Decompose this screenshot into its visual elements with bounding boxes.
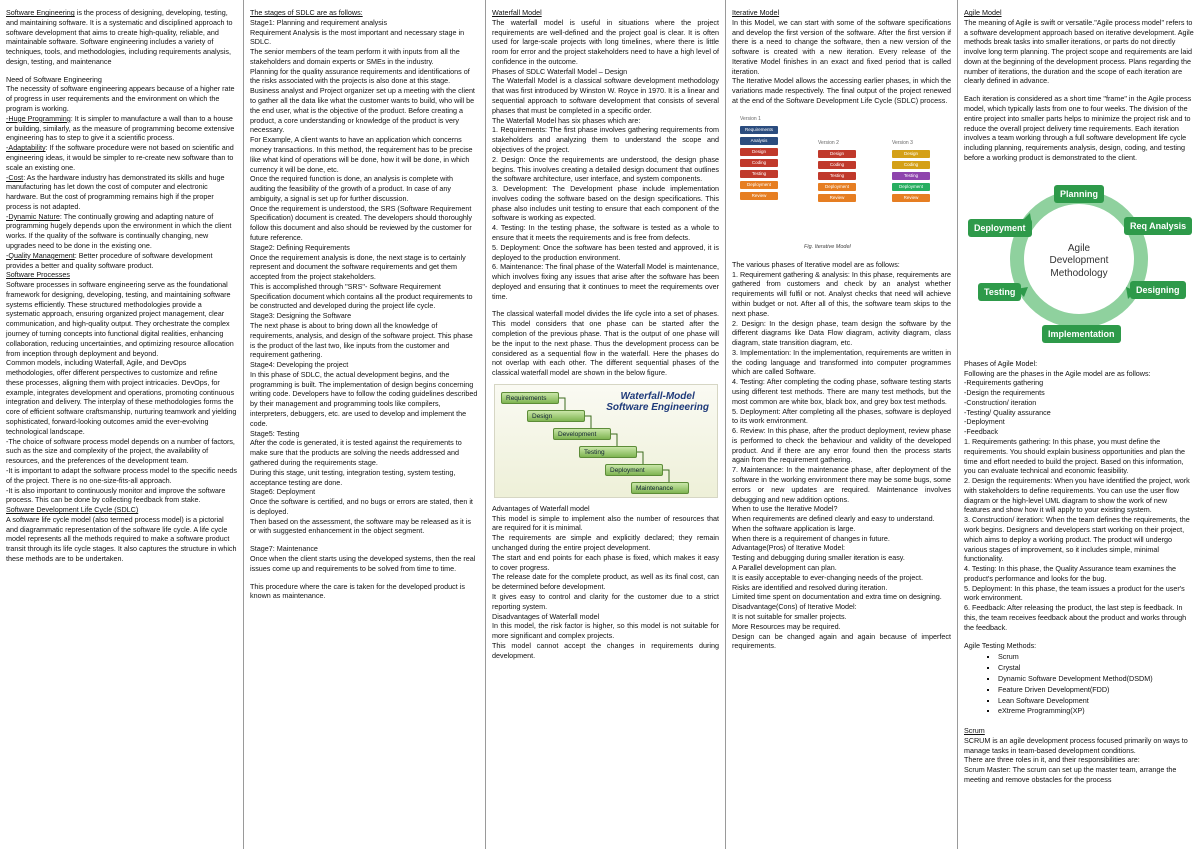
agile-node-planning: Planning [1054, 185, 1104, 203]
agile-detail-2: 2. Design the requirements: When you have identified the project, work with stakeholders to define requirements. You can use the user flow diagram or the high-level UML diagram to show the work of new features and show how it will apply to your existing system. [964, 476, 1190, 515]
qm-text: : Better procedure of software development provides a better and quality software product. [6, 250, 213, 270]
it1-requirements: Requirements [740, 126, 778, 134]
stage1-p5: For Example, A client wants to have an application which concerns money transactions. In this method, the requirement has to be precise like what kind of operations will be done, how it will be done, in which currency it will be done, etc. [250, 135, 473, 174]
waterfall-classical: The classical waterfall model divides the life cycle into a set of phases. This model considers that one phase can be started after the completion of the previous phase. That is the output of one phase will be the input to the next phase. Thus the development process can be considered as a sequential flow in the waterfall. Here the phases do not overlap with each other. The different sequential phases of the classical waterfall model are shown in the below figure. [492, 309, 719, 378]
figure-title-line1: Waterfall-Model [620, 390, 695, 402]
waterfall-adv-5: It gives easy to control and clarity for the customer due to a strict reporting system. [492, 591, 719, 611]
iterative-when-heading: When to use the Iterative Model? [732, 504, 838, 514]
iterative-p2: The Iterative Model allows the accessing earlier phases, in which the variations made respectively. The final output of the project renewed at the end of the Software Development Life Cycle (SDLC) process. [732, 76, 951, 106]
waterfall-adv-3: The start and end points for each phase is fixed, which makes it easy to cover progress. [492, 552, 719, 572]
agile-detail-4: 4. Testing: In this phase, the Quality Assurance team examines the product's performance and looks for the bug. [964, 564, 1177, 583]
sdlc-text: A software life cycle model (also termed process model) is a pictorial and diagrammatic representation of the software life cycle. A life cycle model represents all the methods required to make a software product transit through its life cycle stages. It also captures the structure in which these methods are to be undertaken. [6, 514, 237, 563]
column-software-engineering [0, 0, 244, 849]
waterfall-p4: The Waterfall Model has six phases which are: [492, 115, 641, 125]
it1-testing: Testing [740, 170, 778, 178]
cost-item [6, 173, 237, 212]
agile-center-line1: Agile [1067, 242, 1091, 254]
it3-testing: Testing [892, 172, 930, 180]
agile-phases-intro: Following are the phases in the Agile model are as follows: [964, 368, 1151, 378]
waterfall-heading: Waterfall Model [492, 8, 542, 17]
agile-detail-1: 1. Requirements gathering: In this phase, you must define the requirements. You should explain business opportunities and plan the time and effort needed to build the project. Based on this information, you can evaluate technical and economic feasibility. [964, 436, 1185, 476]
waterfall-dis-heading: Disadvantages of Waterfall model [492, 611, 600, 621]
agile-phase-list-2: -Design the requirements [964, 388, 1045, 398]
method-dsdm: ▪ Dynamic Software Development Method(DSDM) [998, 674, 1194, 684]
wf-step-design: Design [527, 410, 585, 422]
cost-label: -Cost [6, 172, 24, 182]
agile-detail-3: 3. Construction/ iteration: When the team defines the requirements, the work begins. Designers and developers start working on their project, which aims to deploy a working product. The product will undergo various stages of improvement, so it includes simple, minimal functionality. [964, 515, 1190, 564]
iteration-1 [740, 126, 778, 203]
stage1-p2: The senior members of the team perform it with inputs from all the stakeholders and domain experts or SMEs in the industry. [250, 47, 460, 66]
iterative-when-3: When there is a requirement of changes in future. [732, 533, 890, 543]
it3-review: Review [892, 194, 930, 202]
huge-text: : It is simpler to manufacture a wall than to a house or building, similarly, as the measure of programming become extensive engineering has to step to give it a scientific process. [6, 113, 235, 143]
it2-coding: Coding [818, 161, 856, 169]
it3-deployment: Deployment [892, 183, 930, 191]
huge-label: -Huge Programming [6, 113, 71, 123]
iterative-phase-5: 5. Deployment: After completing all the phases, software is deployed to its work environment. [732, 406, 951, 426]
waterfall-phase-4: 4. Testing: In the testing phase, the software is tested as a whole to ensure that it meets the requirements and is free from defects. [492, 223, 719, 242]
stage5-p1: After the code is generated, it is tested against the requirements to make sure that the products are solving the needs addressed and gathered during the requirements stage. [250, 438, 462, 467]
iterative-phase-7: 7. Maintenance: In the maintenance phase, after deployment of the software in the working environment there may be some bugs, some errors or new updates are required. Maintenance involves debugging and new addition options. [732, 465, 951, 504]
agile-node-deployment: Deployment [968, 219, 1032, 237]
sp-bullet-2: -It is important to adapt the software process model to the specific needs of the project. There is no one-size-fits-all approach. [6, 465, 237, 485]
software-processes-text-2: Common models, including Waterfall, Agile, and DevOps methodologies, offer different perspectives to customize and refine these processes, aligning them with project intricacies. DevOps, for example, integrates development and operations, promoting continuous integration and delivery. The interplay of these methodologies forms the core of efficient software craftsmanship, nurturing teamwork and yielding sophisticated, forward-looking outcomes amid the ever-evolving technological landscape. [6, 358, 237, 436]
it1-design: Design [740, 148, 778, 156]
agile-phase-list-5: -Deployment [964, 417, 1005, 427]
it-label-v1: Version 1 [740, 115, 761, 122]
agile-detail-6: 6. Feedback: After releasing the product, the last step is feedback. In this, the team receives feedback about the product and works through the feedback. [964, 603, 1187, 632]
wf-step-requirements: Requirements [501, 392, 559, 404]
quality-management-item [6, 251, 237, 271]
adapt-label: -Adaptability [6, 143, 46, 153]
iterative-dis-1: It is not suitable for smaller projects. [732, 611, 847, 621]
dyn-text: : The continually growing and adapting nature of programming hugely depends upon the environment in which the client works. If the quality of the software is continually changing, new upgrades need to be done in the existing one. [6, 211, 232, 250]
stage4-p1: In this phase of SDLC, the actual development begins, and the programming is built. The implementation of design begins concerning writing code. Developers have to follow the coding guidelines described by their management and programming tools like compilers, interpreters, debuggers, etc. are used to develop and implement the code. [250, 369, 478, 428]
iterative-phase-6: 6. Review: In this phase, after the product deployment, review phase is performed to check the behaviour and validity of the developed product. And if there are any error found then the process starts again from the requirement gathering. [732, 426, 951, 465]
iterative-adv-4: Risks are identified and resolved during iteration. [732, 582, 888, 592]
waterfall-phase-5: 5. Deployment: Once the software has been tested and approved, it is deployed to the production environment. [492, 242, 719, 262]
sp-bullet-3: -It is also important to continuously monitor and improve the software process. This can be done by collecting feedback from stake. [6, 485, 226, 505]
iterative-figure-caption: Fig. Iterative Model [804, 244, 851, 251]
it-label-v2: Version 2 [818, 139, 839, 146]
iterative-phase-1: 1. Requirement gathering & analysis: In this phase, requirements are gathered from customers and check by an analyst whether requirements will fulfil or not. Analyst checks that need will achieve within budget or not. After all of this, the software team skips to the next phase. [732, 269, 951, 318]
sdlc-heading: Software Development Life Cycle (SDLC) [6, 505, 139, 515]
it1-review: Review [740, 192, 778, 200]
stage7-title: Stage7: Maintenance [250, 544, 318, 554]
agile-p1: The meaning of Agile is swift or versatile."Agile process model" refers to a software development approach based on iterative development. Agile methods break tasks into smaller iterations, or parts do not directly involve long term planning. The project scope and requirements are laid down at the beginning of the development process. Plans regarding the number of iterations, the duration and the scope of each iteration are clearly defined in advance. [964, 17, 1194, 86]
adapt-text: : If the software procedure were not based on scientific and engineering ideas, it would be simpler to re-create new software than to scale an existing one. [6, 143, 234, 172]
iterative-p1: In this Model, we can start with some of the software specifications and develop the first version of the software. After the first version if there is a need to change the software, then a new version of the software is created with a new iteration. Every release of the Iterative Model finishes in an exact and fixed period that is called iteration. [732, 17, 951, 76]
stage1-p7: Once the requirement is understood, the SRS (Software Requirement Specification) document is created. The developers should thoroughly follow this document and also should be reviewed by the customer for future reference. [250, 203, 473, 242]
wf-step-maintenance: Maintenance [631, 482, 689, 494]
waterfall-p3: The Waterfall Model is a classical software development methodology that was first introduced by Winston W. Royce in 1970. It is a linear and sequential approach to software development that consists of several phases that must be completed in a specific order. [492, 76, 719, 115]
qm-label: -Quality Management [6, 250, 75, 260]
iterative-adv-1: Testing and debugging during smaller iteration is easy. [732, 553, 905, 563]
agile-center-line2: Development [1049, 255, 1109, 267]
iterative-adv-5: Limited time spent on documentation and extra time on designing. [732, 592, 942, 602]
stages-heading: The stages of SDLC are as follows: [250, 8, 363, 17]
agile-node-req-analysis: Req Analysis [1124, 217, 1192, 235]
waterfall-phase-6: 6. Maintenance: The final phase of the Waterfall Model is maintenance, which involves fixing any issues that arise after the software has been deployed and ensuring that it continues to meet the requirements over time. [492, 262, 719, 301]
need-text: The necessity of software engineering appears because of a higher rate of progress in user requirements and the environment on which the program is working. [6, 84, 235, 114]
waterfall-adv-1: This model is simple to implement also the number of resources that are required for it is minimal. [492, 513, 719, 533]
agile-methods-heading: Agile Testing Methods: [964, 640, 1037, 650]
dynamic-nature-item [6, 212, 237, 251]
scrum-p1: SCRUM is an agile development process focused primarily on ways to manage tasks in team-based development conditions. [964, 735, 1188, 755]
agile-phase-list-1: -Requirements gathering [964, 378, 1044, 388]
agile-p2: Each iteration is considered as a short time "frame" in the Agile process model, which typically lasts from one to four weeks. The division of the entire project into smaller parts helps to minimize the project risk and to reduce the overall project delivery time requirements. Each iteration involves a team working through a full software development life cycle including planning, requirements analysis, design, coding, and testing before a working product is demonstrated to the client. [964, 94, 1192, 162]
wf-step-testing: Testing [579, 446, 637, 458]
agile-node-testing: Testing [978, 283, 1021, 301]
stage7-p1: Once when the client starts using the developed systems, then the real issues come up and requirements to be solved from time to time. [250, 553, 476, 573]
intro-paragraph [6, 8, 237, 67]
agile-figure [964, 171, 1194, 351]
iterative-phase-2: 2. Design: In the design phase, team design the software by the different diagrams like Data Flow diagram, activity diagram, class diagram, state transition diagram, etc. [732, 318, 951, 348]
dyn-label: -Dynamic Nature [6, 211, 60, 221]
it1-deployment: Deployment [740, 181, 778, 189]
iterative-phase-3: 3. Implementation: In the implementation, requirements are written in the coding language and transformed into computer programmes which are called Software. [732, 347, 951, 377]
scrum-p2: There are three roles in it, and their responsibilities are: [964, 755, 1140, 765]
column-waterfall-model [486, 0, 726, 849]
iterative-dis-2: More Resources may be required. [732, 621, 841, 631]
waterfall-adv-heading: Advantages of Waterfall model [492, 503, 590, 513]
iterative-dis-heading: Disadvantage(Cons) of Iterative Model: [732, 602, 857, 612]
stage3-p1: The next phase is about to bring down all the knowledge of requirements, analysis, and design of the software project. This phase is the product of the last two, like inputs from the customer and requirement gathering. [250, 321, 473, 360]
waterfall-figure [494, 384, 718, 498]
stage4-title: Stage4: Developing the project [250, 360, 349, 370]
it3-design: Design [892, 150, 930, 158]
column-sdlc-stages [244, 0, 486, 849]
software-processes-text: Software processes in software engineering serve as the foundational framework for designing, developing, testing, and maintaining software systems efficiently. These structured methodologies provide a systematic approach, ensuring organized project management, clear communication, and high-quality output. They orchestrate the complex journey of turning concepts into functional digital realities, enhancing collaboration, reducing uncertainties, and optimizing resource allocation from inception through deployment and beyond. [6, 280, 234, 358]
iterative-phase-4: 4. Testing: After completing the coding phase, software testing starts using different test methods. There are many test methods, but the most common are white box, black box, and grey box test methods. [732, 377, 951, 406]
stage6-title: Stage6: Deployment [250, 487, 316, 497]
scrum-p3: Scrum Master: The scrum can set up the master team, arrange the meeting and remove obstacles for the process [964, 765, 1177, 784]
it3-coding: Coding [892, 161, 930, 169]
agile-detail-5: 5. Deployment: In this phase, the team issues a product for the user's work environment. [964, 583, 1185, 603]
waterfall-phase-1: 1. Requirements: The first phase involves gathering requirements from stakeholders and analyzing them to understand the scope and objectives of the project. [492, 125, 719, 154]
iterative-dis-3: Design can be changed again and again because of imperfect requirements. [732, 631, 951, 651]
figure-title-line2: Software Engineering [606, 402, 709, 414]
wf-step-deployment: Deployment [605, 464, 663, 476]
agile-phase-list-3: -Construction/ iteration [964, 397, 1037, 407]
column-iterative-model [726, 0, 958, 849]
it2-deployment: Deployment [818, 183, 856, 191]
agile-methods-list [998, 652, 1194, 716]
waterfall-phase-2: 2. Design: Once the requirements are understood, the design phase begins. This involves creating a detailed design document that outlines the software architecture, user interface, and system components. [492, 154, 719, 184]
column-agile-model [958, 0, 1200, 849]
stage5-title: Stage5: Testing [250, 428, 300, 438]
stage6-p1: Once the software is certified, and no bugs or errors are stated, then it is deployed. [250, 497, 473, 516]
stage1-p3: Planning for the quality assurance requirements and identifications of the risks associated with the projects is also done at this stage. [250, 66, 470, 86]
wf-step-development: Development [553, 428, 611, 440]
iteration-3 [892, 150, 930, 205]
waterfall-phase-3: 3. Development: The Development phase include implementation involves coding the software based on the design specifications. This phase also includes unit testing to ensure that each component of the software is working as expected. [492, 184, 719, 223]
adaptability-item [6, 143, 237, 172]
it2-review: Review [818, 194, 856, 202]
iterative-heading: Iterative Model [732, 8, 780, 17]
sp-bullet-1: -The choice of software process model depends on a number of factors, such as the size and complexity of the project, the availability of resources, and the preferences of the development team. [6, 436, 235, 466]
iterative-adv-heading: Advantage(Pros) of Iterative Model: [732, 543, 846, 553]
arrow-5 [663, 470, 669, 483]
huge-programming-item [6, 114, 237, 143]
stage2-p1: Once the requirement analysis is done, the next stage is to certainly represent and document the software requirements and get them accepted from the project stakeholders. [250, 252, 466, 282]
cost-text: : As the hardware industry has demonstrated its skills and huge manufacturing has let down the cost of computer and electronic hardware. But the cost of programming remains high if the proper process is not adapted. [6, 172, 225, 211]
iterative-phases-intro: The various phases of Iterative model are as follows: [732, 259, 900, 269]
method-scrum: ▪ Scrum [998, 652, 1194, 662]
waterfall-p2: Phases of SDLC Waterfall Model – Design [492, 66, 628, 76]
agile-phases-heading: Phases of Agile Model: [964, 358, 1038, 368]
stage3-title: Stage3: Designing the Software [250, 311, 352, 321]
stage5-p2: During this stage, unit testing, integration testing, system testing, acceptance testing are done. [250, 467, 456, 487]
it-label-v3: Version 3 [892, 139, 913, 146]
iteration-2 [818, 150, 856, 205]
agile-phase-list-6: -Feedback [964, 427, 998, 437]
waterfall-figure-title [606, 391, 709, 414]
waterfall-dis-1: In this model, the risk factor is higher, so this model is not suitable for more significant and complex projects. [492, 621, 719, 641]
waterfall-adv-4: The release date for the complete product, as well as its final cost, can be determined before development. [492, 572, 719, 592]
method-fdd: ▪ Feature Driven Development(FDD) [998, 685, 1194, 695]
need-heading: Need of Software Engineering [6, 74, 102, 84]
it1-coding: Coding [740, 159, 778, 167]
stage1-p4: Business analyst and Project organizer set up a meeting with the client to gather all the data like what the customer wants to build, who will be the end user, what is the objective of the product. Before creating a product, a core understanding or knowledge of the product is very necessary. [250, 86, 475, 135]
stage6-p2: Then based on the assessment, the software may be released as it is or with suggested enhancement in the object segment. [250, 516, 471, 536]
intro-heading: Software Engineering [6, 8, 75, 17]
it2-design: Design [818, 150, 856, 158]
method-xp: ▪ eXtreme Programming(XP) [998, 706, 1194, 716]
iterative-adv-2: A Parallel development can plan. [732, 563, 837, 573]
iterative-when-2: When the software application is large. [732, 523, 856, 533]
iterative-figure [738, 114, 950, 254]
waterfall-dis-2: This model cannot accept the changes in requirements during development. [492, 640, 719, 660]
agile-heading: Agile Model [964, 8, 1002, 17]
agile-node-implementation: Implementation [1042, 325, 1121, 343]
agile-phase-list-4: -Testing/ Quality assurance [964, 407, 1051, 417]
stage1-p6: Once the required function is done, an analysis is complete with auditing the feasibility of the growth of a product. In case of any ambiguity, a signal is set up for further discussion. [250, 174, 453, 203]
it1-analysis: Analysis [740, 137, 778, 145]
agile-node-designing: Designing [1130, 281, 1186, 299]
stage2-p2: This is accomplished through "SRS"- Software Requirement Specification document which contains all the product requirements to be constructed and developed during the project life cycle. [250, 281, 473, 311]
agile-center-line3: Methodology [1050, 267, 1108, 279]
intro-text: is the process of designing, developing, testing, and maintaining software. It is a systematic and disciplined approach to software development that aims to create high-quality, reliable, and maintainable software. Software engineering includes a variety of techniques, tools, and methodologies, including requirements analysis, design, testing, and maintenance [6, 8, 233, 66]
stage7-p2: This procedure where the care is taken for the developed product is known as maintenance. [250, 581, 465, 601]
arrow-3 [611, 434, 617, 447]
arrow-4 [637, 452, 643, 465]
iterative-adv-3: It is easily acceptable to ever-changing needs of the project. [732, 572, 923, 582]
stage1-p1: Requirement Analysis is the most important and necessary stage in SDLC. [250, 27, 465, 47]
stage1-title: Stage1: Planning and requirement analysis [250, 17, 388, 27]
iterative-when-1: When requirements are defined clearly and easy to understand. [732, 514, 935, 524]
it2-testing: Testing [818, 172, 856, 180]
method-crystal: ▪ Crystal [998, 663, 1194, 673]
software-processes-heading: Software Processes [6, 270, 70, 280]
waterfall-adv-2: The requirements are simple and explicitly declared; they remain unchanged during the entire project development. [492, 533, 719, 553]
stage2-title: Stage2: Defining Requirements [250, 242, 350, 252]
arrow-2 [585, 416, 591, 429]
waterfall-p1: The waterfall model is useful in situations where the project requirements are well-defined and the project goal is clear. It is often used for large-scale projects with long timelines, where there is little room for error and the project stakeholders need to have a high level of confidence in the outcome. [492, 17, 719, 66]
agile-center-label [1034, 243, 1124, 281]
method-lean: ▪ Lean Software Development [998, 696, 1194, 706]
arrow-1 [559, 398, 565, 411]
scrum-heading: Scrum [964, 726, 985, 736]
